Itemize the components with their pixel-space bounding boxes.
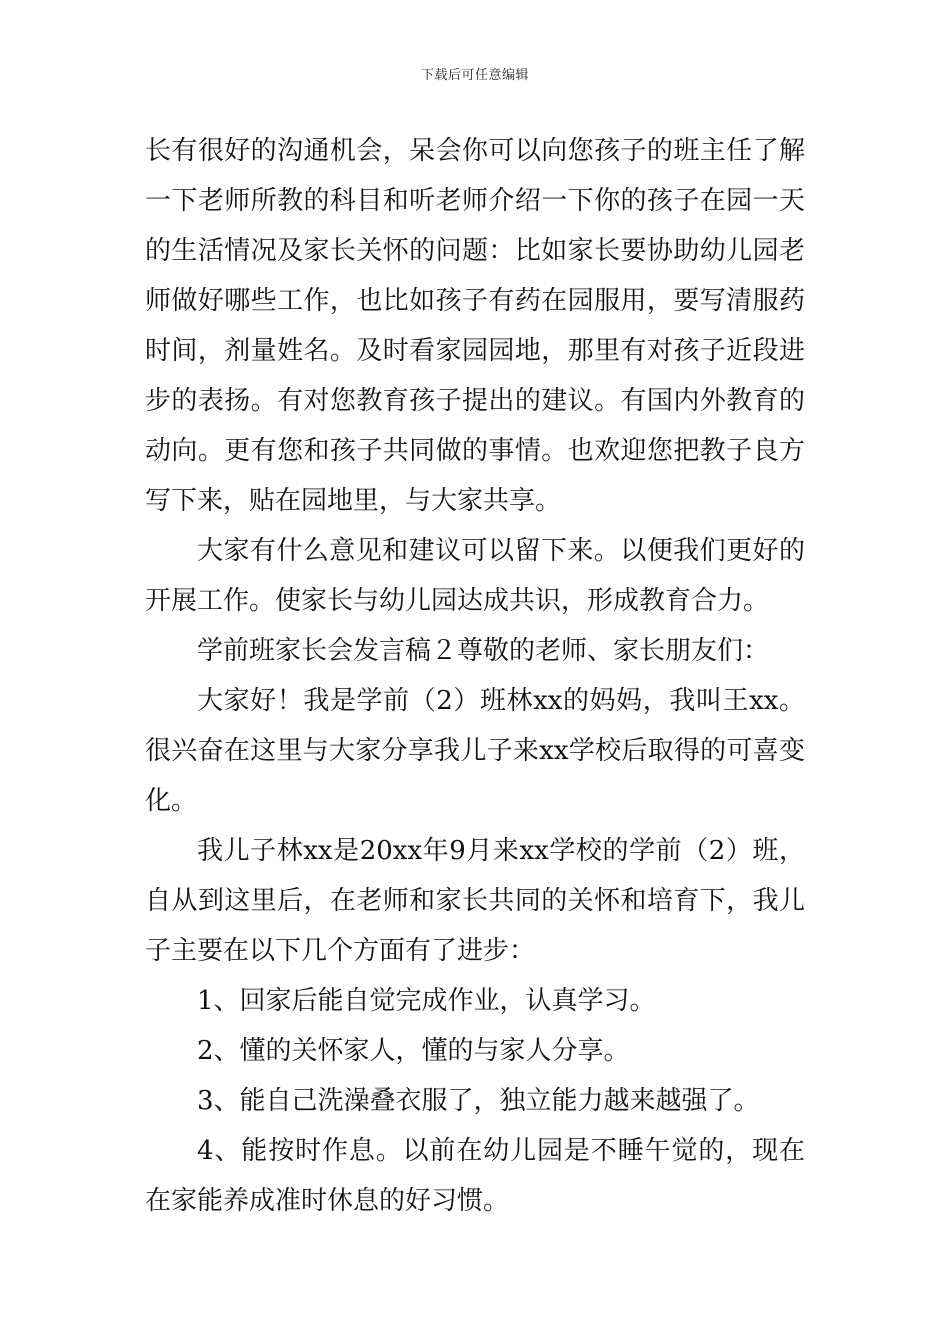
document-body (145, 126, 805, 1226)
list-item-1: 1、回家后能自觉完成作业，认真学习。 (197, 986, 656, 1016)
list-item-4: 4、能按时作息。以前在幼儿园是不睡午觉的，现在在家能养成准时休息的好习惯。 (145, 1136, 805, 1216)
paragraph-3: 学前班家长会发言稿２尊敬的老师、家长朋友们： (197, 636, 770, 666)
paragraph-5: 我儿子林xx是20xx年9月来xx学校的学前（2）班，自从到这里后，在老师和家长共同的关怀和培育下，我儿子主要在以下几个方面有了进步： (145, 836, 805, 966)
list-item-2: 2、懂的关怀家人，懂的与家人分享。 (197, 1036, 630, 1066)
page-header: 下载后可任意编辑 (420, 68, 529, 83)
paragraph-4: 大家好！我是学前（2）班林xx的妈妈，我叫王xx。很兴奋在这里与大家分享我儿子来xx学校后取得的可喜变化。 (145, 686, 805, 816)
paragraph-2: 大家有什么意见和建议可以留下来。以便我们更好的开展工作。使家长与幼儿园达成共识，形成教育合力。 (145, 536, 805, 616)
list-item-3: 3、能自己洗澡叠衣服了，独立能力越来越强了。 (197, 1086, 760, 1116)
paragraph-1: 长有很好的沟通机会，呆会你可以向您孩子的班主任了解一下老师所教的科目和听老师介绍一下你的孩子在园一天的生活情况及家长关怀的问题：比如家长要协助幼儿园老师做好哪些工作，也比如孩子有药在园服用，要写清服药时间，剂量姓名。及时看家园园地，那里有对孩子近段进步的表扬。有对您教育孩子提出的建议。有国内外教育的动向。更有您和孩子共同做的事情。也欢迎您把教子良方写下来，贴在园地里，与大家共享。 (145, 136, 805, 516)
